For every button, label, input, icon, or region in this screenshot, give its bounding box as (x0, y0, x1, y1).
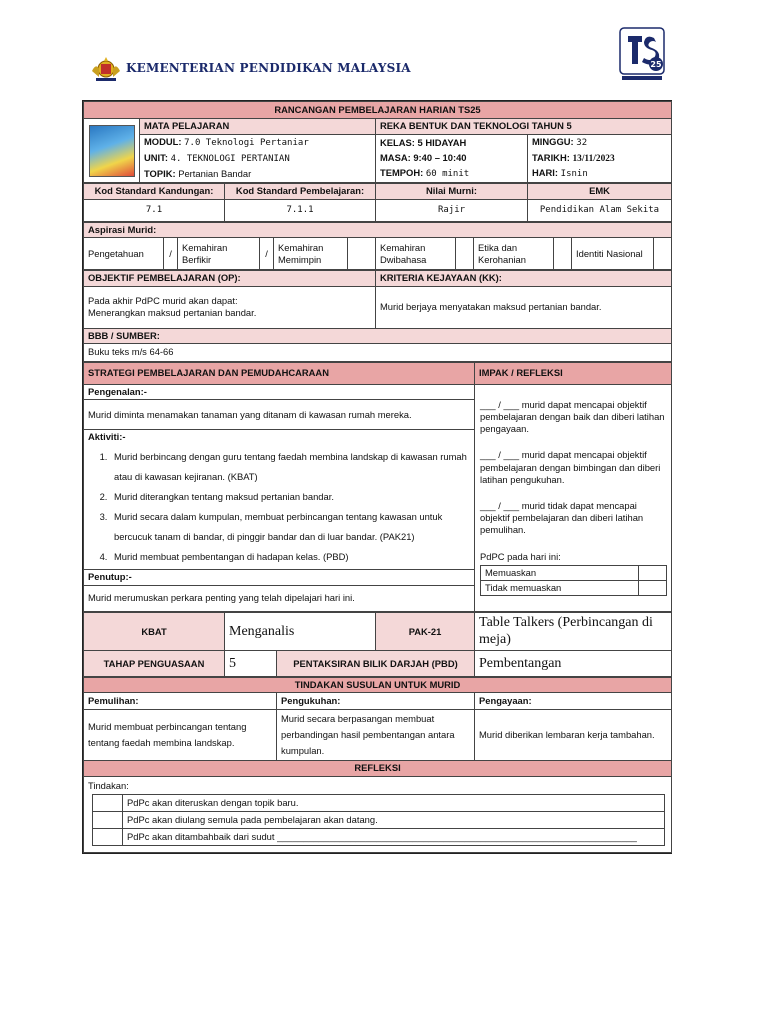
kbat-value: Menganalis (225, 613, 376, 651)
textbook-cover (84, 119, 140, 183)
tindakan-option-tambahbaik: PdPc akan ditambahbaik dari sudut _____________________________________________________________________ (123, 828, 665, 845)
lesson-plan-sheet (82, 100, 672, 854)
pemulihan-header: Pemulihan: (84, 693, 277, 710)
tindakan-box-3[interactable] (93, 828, 123, 845)
aktiviti-item: 2. Murid diterangkan tentang maksud pertanian bandar. (110, 487, 470, 507)
pdpc-options (480, 565, 667, 596)
penutup-text: Murid merumuskan perkara penting yang telah dipelajari hari ini. (88, 592, 355, 604)
pengenalan-label: Pengenalan:- (84, 385, 474, 400)
mata-pelajaran-label: MATA PELAJARAN (140, 119, 376, 135)
kelas-value: KELAS: 5 HIDAYAH (376, 135, 528, 151)
aspirasi-kemahiran-dwibahasa-mark[interactable] (456, 238, 474, 270)
aspirasi-kemahiran-dwibahasa: Kemahiran Dwibahasa (376, 238, 456, 270)
tempoh-label: TEMPOH: (380, 167, 424, 179)
aspirasi-table (83, 222, 672, 270)
tahap-penguasaan-value: 5 (225, 651, 277, 677)
pdpc-tidak-memuaskan-box[interactable] (639, 581, 667, 596)
standard-kandungan-value: 7.1 (84, 200, 225, 222)
aspirasi-etika-kerohanian-mark[interactable] (554, 238, 572, 270)
susulan-label: TINDAKAN SUSULAN UNTUK MURID (84, 678, 672, 693)
impak-item-pengukuhan: ___ / ___ murid dapat mencapai objektif pembelajaran dengan bimbingan dan diberi latihan pengukuhan. (480, 449, 661, 485)
aspirasi-label: Aspirasi Murid: (84, 223, 672, 238)
pengukuhan-value: Murid secara berpasangan membuat perbandingan hasil pembentangan antara kumpulan. (277, 710, 475, 761)
tindakan-options (92, 794, 665, 846)
aspirasi-kemahiran-memimpin-mark[interactable] (348, 238, 376, 270)
standards-table (83, 183, 672, 222)
strategi-content (84, 385, 474, 612)
kriteria-label: KRITERIA KEJAYAAN (KK): (376, 271, 672, 286)
pdpc-tidak-memuaskan: Tidak memuaskan (481, 581, 639, 596)
kbat-table (83, 612, 672, 677)
minggu-value: 32 (576, 138, 588, 148)
kbat-label: KBAT (84, 613, 225, 651)
kriteria-value: Murid berjaya menyatakan maksud pertanian bandar. (376, 286, 672, 328)
nilai-murni-value: Rajir (376, 200, 528, 222)
tahap-penguasaan-label: TAHAP PENGUASAAN (84, 651, 225, 677)
ministry-title: KEMENTERIAN PENDIDIKAN MALAYSIA (126, 61, 411, 75)
aspirasi-pengetahuan: Pengetahuan (84, 238, 164, 270)
aspirasi-kemahiran-memimpin: Kemahiran Memimpin (274, 238, 348, 270)
pdpc-memuaskan-box[interactable] (639, 565, 667, 580)
impak-item-pemulihan: ___ / ___ murid tidak dapat mencapai objektif pembelajaran dan diberi latihan pemulihan. (480, 500, 644, 536)
aspirasi-kemahiran-berfikir-mark[interactable]: / (260, 238, 274, 270)
susulan-table (83, 677, 672, 853)
nilai-murni-header: Nilai Murni: (376, 184, 528, 200)
tindakan-box-2[interactable] (93, 811, 123, 828)
unit-value: 4. TEKNOLOGI PERTANIAN (170, 153, 290, 164)
standard-pembelajaran-value: 7.1.1 (225, 200, 376, 222)
tarikh-value: 13/11/2023 (572, 153, 615, 164)
aspirasi-identiti-nasional-mark[interactable] (654, 238, 672, 270)
topik-value: Pertanian Bandar (178, 168, 252, 180)
pdpc-memuaskan: Memuaskan (481, 565, 639, 580)
unit-label: UNIT: (144, 151, 168, 163)
tempoh-value: 60 minit (425, 169, 470, 180)
textbook-cover-image (89, 125, 135, 177)
pengayaan-value: Murid diberikan lembaran kerja tambahan. (475, 710, 672, 761)
aktiviti-label: Aktiviti:- (84, 430, 474, 445)
mata-pelajaran-value: REKA BENTUK DAN TEKNOLOGI TAHUN 5 (376, 119, 672, 135)
aktiviti-list (88, 447, 470, 567)
tindakan-label: Tindakan: (88, 779, 129, 791)
aktiviti-item: 3. Murid secara dalam kumpulan, membuat perbincangan tentang kawasan untuk bercucuk tanam di bandar, di pinggir bandar dan di luar bandar. (PAK21) (110, 507, 470, 547)
pdpc-label: PdPC pada hari ini: (480, 550, 561, 562)
objektif-label: OBJEKTIF PEMBELAJARAN (OP): (84, 271, 376, 286)
pak21-value: Table Talkers (Perbincangan di meja) (475, 613, 672, 651)
aspirasi-etika-kerohanian: Etika dan Kerohanian (474, 238, 554, 270)
modul-label: MODUL: (144, 136, 182, 147)
objektif-line-1: Pada akhir PdPC murid akan dapat: (88, 294, 238, 306)
standard-kandungan-header: Kod Standard Kandungan: (84, 184, 225, 200)
pemulihan-value: Murid membuat perbincangan tentang tentang faedah membina landskap. (84, 710, 277, 761)
refleksi-label: REFLEKSI (84, 761, 672, 776)
pbd-value: Pembentangan (475, 651, 672, 677)
hari-value: Isnin (560, 169, 588, 180)
aspirasi-identiti-nasional: Identiti Nasional (572, 238, 654, 270)
aspirasi-pengetahuan-mark[interactable]: / (164, 238, 178, 270)
masa-value: MASA: 9:40 – 10:40 (376, 151, 528, 167)
aktiviti-item: 1. Murid berbincang dengan guru tentang faedah membina landskap di kawasan rumah atau di kawasan kejiranan. (KBAT) (110, 447, 470, 487)
strategi-label: STRATEGI PEMBELAJARAN DAN PEMUDAHCARAAN (84, 362, 475, 384)
tarikh-label: TARIKH: (532, 151, 570, 163)
pbd-label: PENTAKSIRAN BILIK DARJAH (PBD) (277, 651, 475, 677)
objektif-table (83, 270, 672, 361)
info-table (83, 101, 672, 183)
impak-label: IMPAK / REFLEKSI (475, 362, 672, 384)
impak-item-pengayaan: ___ / ___ murid dapat mencapai objektif pembelajaran dengan baik dan diberi latihan pengayaan. (480, 398, 665, 435)
pak21-label: PAK-21 (376, 613, 475, 651)
svg-text:25: 25 (650, 60, 662, 69)
tindakan-box-1[interactable] (93, 794, 123, 811)
aspirasi-kemahiran-berfikir: Kemahiran Berfikir (178, 238, 260, 270)
penutup-label: Penutup:- (84, 569, 474, 585)
emk-header: EMK (528, 184, 672, 200)
minggu-label: MINGGU: (532, 136, 574, 147)
topik-label: TOPIK: (144, 168, 176, 180)
pengukuhan-header: Pengukuhan: (277, 693, 475, 710)
strategi-table (83, 362, 672, 613)
pengayaan-header: Pengayaan: (475, 693, 672, 710)
bbb-value: Buku teks m/s 64-66 (84, 343, 672, 361)
tindakan-option-ulang: PdPc akan diulang semula pada pembelajaran akan datang. (123, 811, 665, 828)
hari-label: HARI: (532, 167, 559, 179)
emk-value: Pendidikan Alam Sekita (528, 200, 672, 222)
malaysia-crest-icon (90, 55, 122, 85)
objektif-line-2: Menerangkan maksud pertanian bandar. (88, 307, 257, 318)
modul-value: 7.0 Teknologi Pertaniar (184, 138, 309, 148)
bbb-label: BBB / SUMBER: (84, 328, 672, 343)
pengenalan-text: Murid diminta menamakan tanaman yang ditanam di kawasan rumah mereka. (84, 400, 474, 430)
standard-pembelajaran-header: Kod Standard Pembelajaran: (225, 184, 376, 200)
aktiviti-item: 4. Murid membuat pembentangan di hadapan kelas. (PBD) (110, 547, 470, 567)
tindakan-option-teruskan: PdPc akan diteruskan dengan topik baru. (123, 794, 665, 811)
ts25-logo-icon (618, 26, 666, 82)
plan-title: RANCANGAN PEMBELAJARAN HARIAN TS25 (84, 102, 672, 119)
